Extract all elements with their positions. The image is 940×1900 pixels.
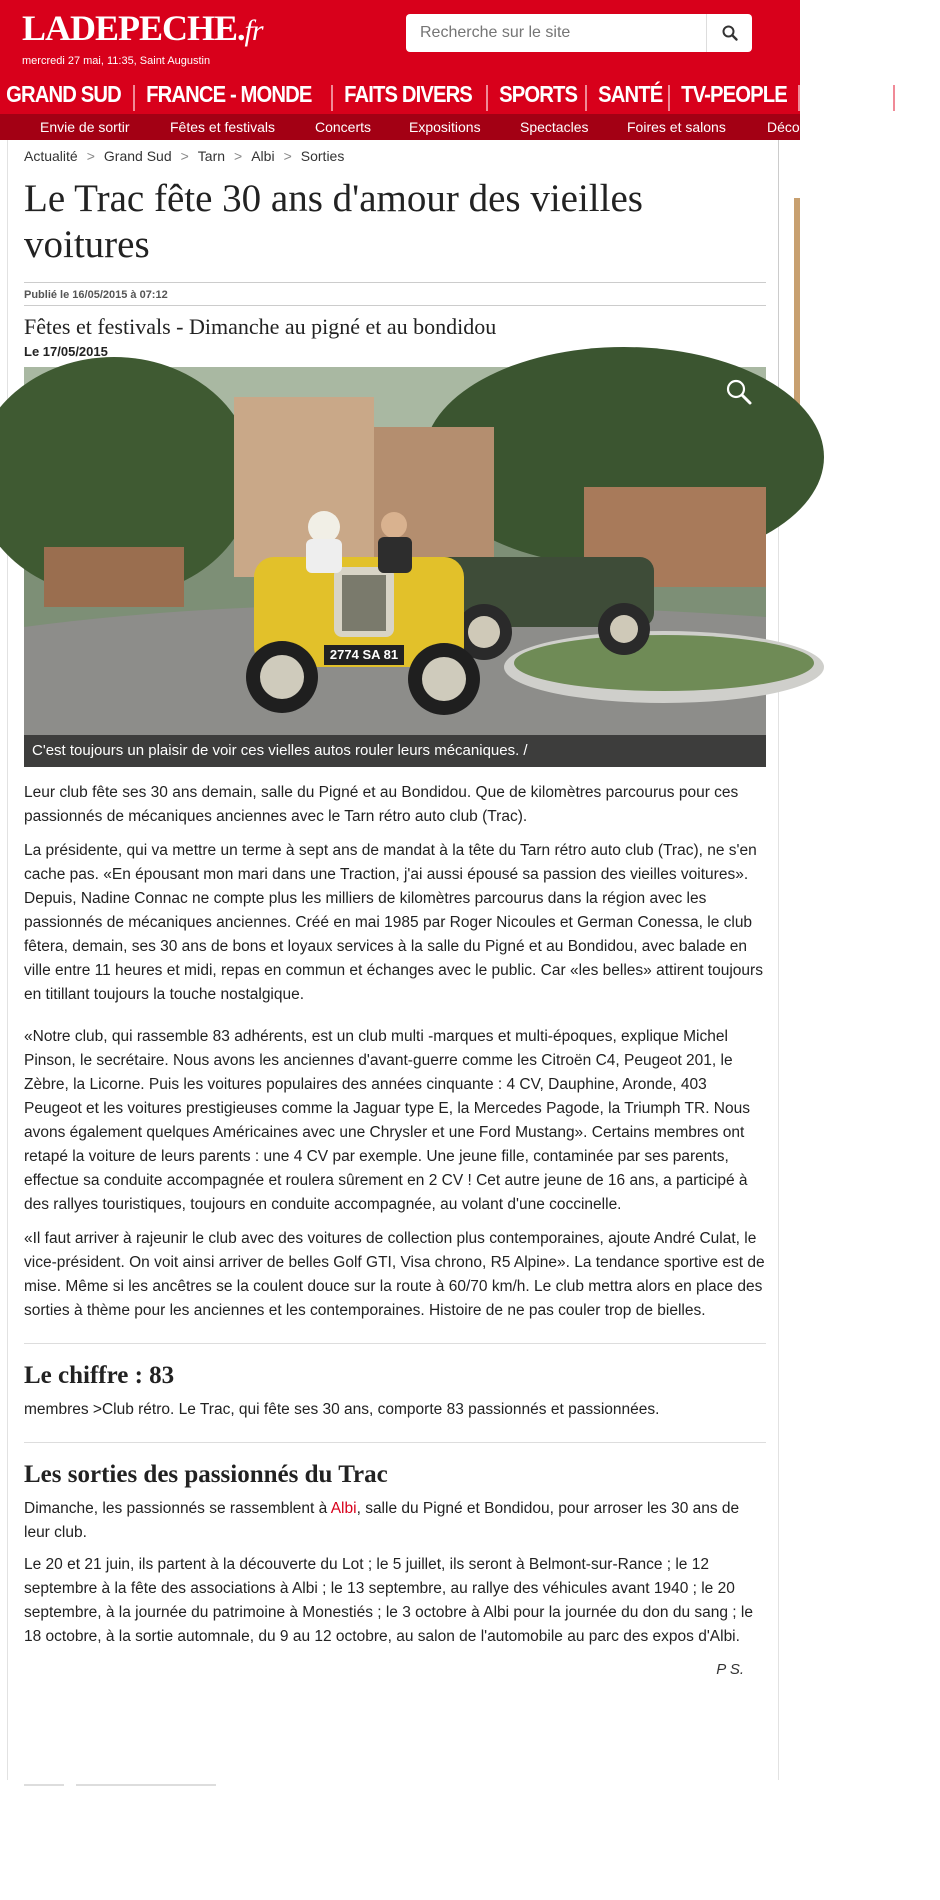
dateline: mercredi 27 mai, 11:35, Saint Augustin: [22, 55, 211, 67]
article-date: Le 17/05/2015: [24, 344, 108, 359]
sub-nav-item-fetes-festivals[interactable]: Fêtes et festivals: [170, 119, 276, 135]
search-icon: [722, 25, 738, 41]
logo-dot: .: [237, 11, 245, 48]
logo-tld: fr: [244, 14, 263, 47]
main-nav: [0, 74, 934, 114]
main-nav-item-grand-sud[interactable]: GRAND SUD: [6, 81, 121, 107]
nav-separator: [331, 85, 333, 111]
outings-box-text: [24, 1497, 766, 1545]
nav-separator: [798, 85, 800, 111]
published-date: Publié le 16/05/2015 à 07:12: [24, 282, 766, 306]
main-nav-item-more[interactable]: AN: [906, 81, 934, 107]
page-border-left: [7, 140, 8, 1780]
site-logo[interactable]: [22, 8, 263, 51]
section-divider: [24, 1343, 766, 1344]
outings-box-title: Les sorties des passionnés du Trac: [24, 1461, 388, 1488]
article-paragraph: La présidente, qui va mettre un terme à sept ans de mandat à la tête du Tarn rétro auto club (Trac), ne s'en cache pas. «En épousant mon mari dans une Traction, j'ai aussi épousé sa passion des vieilles voitures». Depuis, Nadine Connac ne compte plus les milliers de kilomètres parcourus dans la région avec les passionnés de mécaniques anciennes. Créé en mai 1985 par Roger Nicoules et German Conessa, le club fêtera, demain, ses 30 ans de bons et loyaux services à la salle du Pigné et au Bondidou, avec balade en ville entre 11 heures et midi, repas en commun et échanges avec le public. Car «les belles» attirent toujours en titillant toujours la touche nostalgique.: [24, 842, 763, 1003]
nav-separator: [133, 85, 135, 111]
main-nav-item-tv-people[interactable]: TV-PEOPLE: [681, 81, 787, 107]
search-input[interactable]: [406, 14, 706, 52]
zoom-magnifier-icon: [726, 379, 752, 405]
article-photo[interactable]: [24, 367, 766, 767]
logo-text: LADEPECHE: [22, 8, 238, 48]
article-subtitle: Fêtes et festivals - Dimanche au pigné et au bondidou: [24, 314, 497, 339]
search-button[interactable]: [706, 14, 752, 52]
sub-nav-item-foires-salons[interactable]: Foires et salons: [627, 119, 726, 135]
breadcrumb: [24, 148, 344, 164]
breadcrumb-item-actualite[interactable]: Actualité: [24, 148, 78, 164]
zoom-button[interactable]: [726, 379, 752, 405]
article-paragraph: «Notre club, qui rassemble 83 adhérents, est un club multi -marques et multi-époques, explique Michel Pinson, le secrétaire. Nous avons les anciennes d'avant-guerre comme les Citroën C4, Peugeot 201, le Zèbre, la Licorne. Puis les voitures populaires des années cinquante : 4 CV, Dauphine, Aronde, 403 Peugeot et les voitures prestigieuses comme la Jaguar type E, la Mercedes Pagode, la Triumph TR. Nous avons également quelques Américaines avec une Chrysler et une Ford Mustang». Certains membres ont retapé la voiture de leurs parents : une 4 CV par exemple. Une jeune fille, contaminée par ses parents, effectue sa conduite accompagnée et roulera sûrement en 2 CV ! Cet autre jeune de 16 ans, a participé à des rallyes touristiques, toujours en conduite accompagnée, au volant d'une coccinelle.: [24, 1028, 750, 1213]
breadcrumb-item-grand-sud[interactable]: Grand Sud: [103, 148, 172, 164]
footer-tab-stub: [24, 1784, 64, 1786]
author-signature: P S.: [716, 1661, 744, 1678]
section-divider: [24, 1442, 766, 1443]
nav-separator: [486, 85, 488, 111]
article: [24, 170, 766, 1678]
sub-nav-item-spectacles[interactable]: Spectacles: [520, 119, 589, 135]
albi-link[interactable]: Albi: [330, 1500, 357, 1517]
sub-nav-item-deco[interactable]: Déco: [767, 119, 800, 135]
sidebar-ad-edge: [794, 198, 800, 428]
breadcrumb-item-albi[interactable]: Albi: [251, 148, 275, 164]
site-header: [0, 0, 800, 74]
sub-nav: [0, 114, 800, 140]
main-nav-item-loisirs[interactable]: LOISIRS: [811, 81, 886, 107]
sub-nav-item-expositions[interactable]: Expositions: [409, 119, 481, 135]
figure-box-title: Le chiffre : 83: [24, 1362, 175, 1389]
article-paragraph: «Il faut arriver à rajeunir le club avec des voitures de collection plus contemporaines, ajoute André Culat, le vice-président. On voit ainsi arriver de belles Golf GTI, Visa chrono, R5 Alpine». La tendance sportive est de mise. Même si les ancêtres se la coulent douce sur la route à 60/70 km/h. Le club mettra alors en place des sorties à thème pour les anciennes et les contemporaines. Histoire de ne pas couler trop de bielles.: [24, 1230, 765, 1319]
photo-caption: C'est toujours un plaisir de voir ces vielles autos rouler leurs mécaniques. /: [24, 735, 766, 767]
search-box: [406, 14, 752, 52]
breadcrumb-item-sorties[interactable]: Sorties: [300, 148, 345, 164]
breadcrumb-item-tarn[interactable]: Tarn: [197, 148, 226, 164]
figure-box-text: membres >Club rétro. Le Trac, qui fête ses 30 ans, comporte 83 passionnés et passionnées.: [24, 1401, 660, 1418]
outings-box-text: Le 20 et 21 juin, ils partent à la découverte du Lot ; le 5 juillet, ils seront à Belmont-sur-Rance ; le 12 septembre à la fête des associations à Albi ; le 13 septembre, au rallye des véhicules avant 1940 ; le 20 septembre, à la journée du patrimoine à Monestiés ; le 3 octobre à Albi pour la journée du don du sang ; le 18 octobre, à la sortie automnale, du 9 au 12 octobre, au salon de l'automobile au parc des expos d'Albi.: [24, 1556, 753, 1645]
main-nav-item-sports[interactable]: SPORTS: [499, 81, 578, 107]
article-paragraph: Leur club fête ses 30 ans demain, salle du Pigné et au Bondidou. Que de kilomètres parcourus pour ces passionnés de mécaniques anciennes avec le Tarn rétro auto club (Trac).: [24, 784, 739, 825]
article-title: Le Trac fête 30 ans d'amour des vieilles voitures: [24, 177, 643, 266]
sub-nav-item-envie-de-sortir[interactable]: Envie de sortir: [40, 119, 130, 135]
breadcrumb-separator: >: [283, 148, 292, 164]
nav-separator: [893, 85, 895, 111]
breadcrumb-separator: >: [180, 148, 189, 164]
license-plate: 2774 SA 81: [329, 647, 399, 662]
outings-text-before: Dimanche, les passionnés se rassemblent à: [24, 1500, 331, 1517]
vintage-cars-photo: [24, 367, 766, 767]
main-nav-item-france-monde[interactable]: FRANCE - MONDE: [146, 81, 312, 107]
nav-separator: [585, 85, 587, 111]
sub-nav-item-concerts[interactable]: Concerts: [315, 119, 372, 135]
breadcrumb-separator: >: [86, 148, 95, 164]
main-nav-item-sante[interactable]: SANTÉ: [598, 81, 663, 107]
outings-text-after: , salle du Pigné et Bondidou, pour arroser les 30 ans de leur club.: [24, 1500, 740, 1541]
breadcrumb-separator: >: [234, 148, 243, 164]
main-nav-item-faits-divers[interactable]: FAITS DIVERS: [344, 81, 473, 107]
footer-tab-stub: [76, 1784, 216, 1786]
